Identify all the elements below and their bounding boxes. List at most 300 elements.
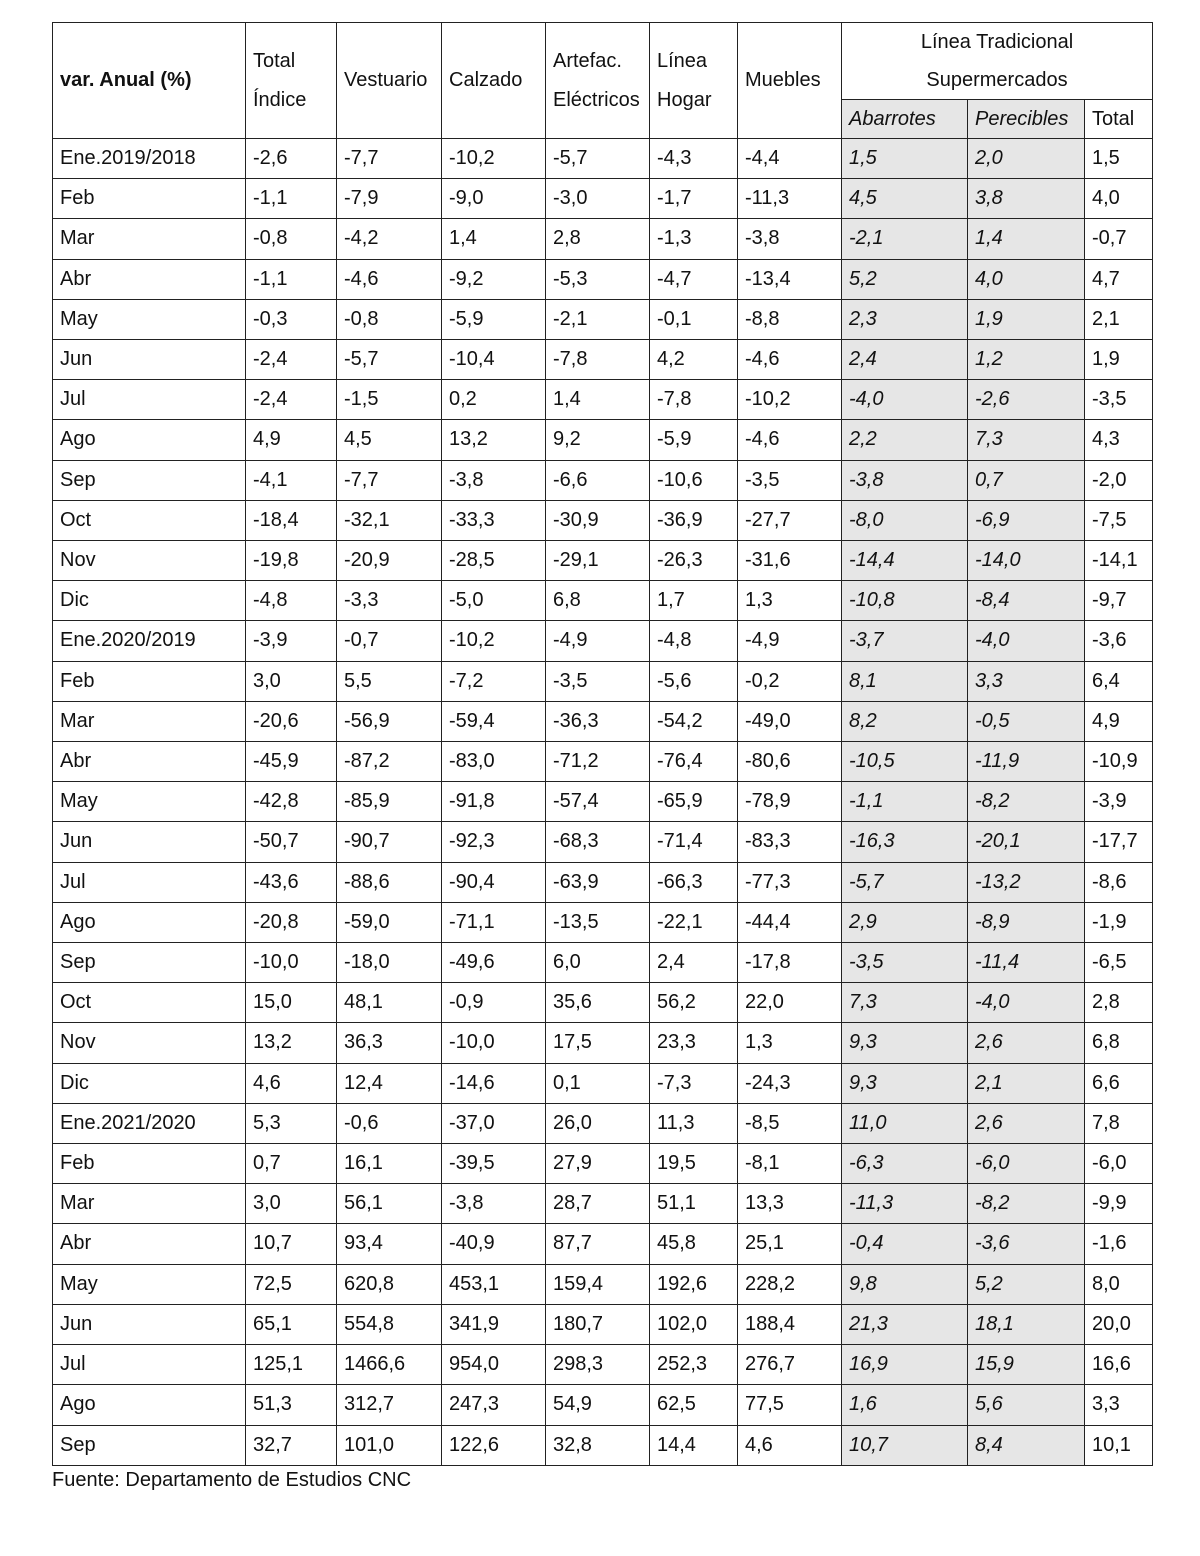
cell-abarrotes: 9,8 [842, 1264, 968, 1304]
cell-artefac-electricos: 0,1 [546, 1063, 650, 1103]
cell-vestuario: -0,8 [337, 299, 442, 339]
cell-perecibles: 2,1 [968, 1063, 1085, 1103]
table-row [53, 1264, 1153, 1304]
cell-abarrotes: -1,1 [842, 782, 968, 822]
cell-total-indice: -0,3 [246, 299, 337, 339]
cell-period: Abr [53, 259, 246, 299]
cell-artefac-electricos: 6,8 [546, 581, 650, 621]
cell-linea-hogar: -7,8 [650, 380, 738, 420]
cell-vestuario: -7,9 [337, 179, 442, 219]
cell-muebles: -78,9 [738, 782, 842, 822]
cell-linea-hogar: 11,3 [650, 1103, 738, 1143]
cell-abarrotes: 4,5 [842, 179, 968, 219]
cell-total: -0,7 [1085, 219, 1153, 259]
cell-total: -7,5 [1085, 500, 1153, 540]
cell-total: 4,3 [1085, 420, 1153, 460]
cell-total-indice: -10,0 [246, 943, 337, 983]
header-group-line1: Línea Tradicional [920, 31, 1074, 53]
cell-total: -6,5 [1085, 943, 1153, 983]
cell-linea-hogar: -1,3 [650, 219, 738, 259]
header-artefac-line1: Artefac. [553, 49, 622, 72]
table-row [53, 420, 1153, 460]
cell-calzado: -0,9 [442, 983, 546, 1023]
cell-calzado: -59,4 [442, 701, 546, 741]
cell-total-indice: -20,8 [246, 902, 337, 942]
cell-calzado: -49,6 [442, 943, 546, 983]
table-row [53, 822, 1153, 862]
table-row [53, 782, 1153, 822]
cell-abarrotes: -2,1 [842, 219, 968, 259]
cell-artefac-electricos: 28,7 [546, 1184, 650, 1224]
cell-abarrotes: 8,2 [842, 701, 968, 741]
table-row [53, 1345, 1153, 1385]
cell-total-indice: -2,4 [246, 380, 337, 420]
table-row [53, 621, 1153, 661]
cell-total-indice: 4,6 [246, 1063, 337, 1103]
cell-abarrotes: 9,3 [842, 1063, 968, 1103]
cell-muebles: -83,3 [738, 822, 842, 862]
cell-perecibles: 3,3 [968, 661, 1085, 701]
cell-perecibles: 1,9 [968, 299, 1085, 339]
cell-vestuario: 620,8 [337, 1264, 442, 1304]
header-total: Total [1085, 100, 1153, 139]
cell-perecibles: -11,4 [968, 943, 1085, 983]
cell-period: Abr [53, 742, 246, 782]
cell-abarrotes: 2,9 [842, 902, 968, 942]
cell-total-indice: -4,8 [246, 581, 337, 621]
cell-vestuario: 5,5 [337, 661, 442, 701]
cell-period: Sep [53, 460, 246, 500]
cell-muebles: -44,4 [738, 902, 842, 942]
cell-period: Ene.2021/2020 [53, 1103, 246, 1143]
table-row [53, 500, 1153, 540]
cell-vestuario: 36,3 [337, 1023, 442, 1063]
table-row [53, 742, 1153, 782]
cell-muebles: 4,6 [738, 1425, 842, 1465]
cell-artefac-electricos: -4,9 [546, 621, 650, 661]
cell-perecibles: -8,9 [968, 902, 1085, 942]
table-row [53, 541, 1153, 581]
cell-calzado: -40,9 [442, 1224, 546, 1264]
cell-perecibles: -4,0 [968, 983, 1085, 1023]
cell-linea-hogar: 4,2 [650, 340, 738, 380]
cell-linea-hogar: 252,3 [650, 1345, 738, 1385]
cell-linea-hogar: -5,9 [650, 420, 738, 460]
cell-linea-hogar: -4,7 [650, 259, 738, 299]
table-row [53, 902, 1153, 942]
source-note: Fuente: Departamento de Estudios CNC [52, 1468, 412, 1491]
header-perecibles: Perecibles [968, 100, 1085, 139]
cell-total-indice: -50,7 [246, 822, 337, 862]
cell-linea-hogar: 2,4 [650, 943, 738, 983]
cell-perecibles: -3,6 [968, 1224, 1085, 1264]
cell-vestuario: 312,7 [337, 1385, 442, 1425]
cell-total-indice: 125,1 [246, 1345, 337, 1385]
cell-period: Nov [53, 541, 246, 581]
cell-vestuario: 48,1 [337, 983, 442, 1023]
cell-vestuario: -90,7 [337, 822, 442, 862]
cell-artefac-electricos: -68,3 [546, 822, 650, 862]
cell-perecibles: 15,9 [968, 1345, 1085, 1385]
cell-abarrotes: -5,7 [842, 862, 968, 902]
cell-linea-hogar: -4,8 [650, 621, 738, 661]
cell-calzado: -7,2 [442, 661, 546, 701]
cell-period: Jul [53, 1345, 246, 1385]
cell-total: -1,6 [1085, 1224, 1153, 1264]
cell-muebles: -80,6 [738, 742, 842, 782]
header-calzado: Calzado [442, 23, 546, 139]
cell-calzado: 13,2 [442, 420, 546, 460]
cell-total: 4,0 [1085, 179, 1153, 219]
cell-vestuario: -5,7 [337, 340, 442, 380]
cell-total: 6,6 [1085, 1063, 1153, 1103]
cell-muebles: -24,3 [738, 1063, 842, 1103]
header-abarrotes: Abarrotes [842, 100, 968, 139]
cell-total: 20,0 [1085, 1304, 1153, 1344]
cell-muebles: -13,4 [738, 259, 842, 299]
cell-perecibles: 2,6 [968, 1103, 1085, 1143]
cell-calzado: -5,9 [442, 299, 546, 339]
cell-linea-hogar: -71,4 [650, 822, 738, 862]
cell-total-indice: 3,0 [246, 661, 337, 701]
cell-linea-hogar: -1,7 [650, 179, 738, 219]
cell-total: 16,6 [1085, 1345, 1153, 1385]
cell-muebles: -8,8 [738, 299, 842, 339]
cell-abarrotes: -3,5 [842, 943, 968, 983]
cell-artefac-electricos: 26,0 [546, 1103, 650, 1143]
cell-total: 1,5 [1085, 139, 1153, 179]
table-row [53, 460, 1153, 500]
cell-abarrotes: 2,3 [842, 299, 968, 339]
cell-abarrotes: -0,4 [842, 1224, 968, 1264]
cell-muebles: -4,6 [738, 420, 842, 460]
cell-period: Sep [53, 943, 246, 983]
cell-muebles: -17,8 [738, 943, 842, 983]
cell-linea-hogar: 1,7 [650, 581, 738, 621]
cell-period: Dic [53, 1063, 246, 1103]
header-artefac [546, 23, 650, 139]
table-row [53, 1144, 1153, 1184]
cell-total-indice: -1,1 [246, 259, 337, 299]
cell-artefac-electricos: 1,4 [546, 380, 650, 420]
cell-abarrotes: 2,4 [842, 340, 968, 380]
cell-period: Oct [53, 500, 246, 540]
cell-total-indice: -2,4 [246, 340, 337, 380]
cell-total: 1,9 [1085, 340, 1153, 380]
cell-linea-hogar: -10,6 [650, 460, 738, 500]
cell-total: -9,7 [1085, 581, 1153, 621]
cell-vestuario: -4,2 [337, 219, 442, 259]
cell-perecibles: 7,3 [968, 420, 1085, 460]
cell-artefac-electricos: -3,0 [546, 179, 650, 219]
cell-total: 4,7 [1085, 259, 1153, 299]
table-row [53, 340, 1153, 380]
cell-total-indice: -42,8 [246, 782, 337, 822]
cell-perecibles: -11,9 [968, 742, 1085, 782]
cell-artefac-electricos: -7,8 [546, 340, 650, 380]
cell-perecibles: 2,6 [968, 1023, 1085, 1063]
cell-muebles: 77,5 [738, 1385, 842, 1425]
cell-total-indice: 5,3 [246, 1103, 337, 1143]
cell-artefac-electricos: 87,7 [546, 1224, 650, 1264]
cell-perecibles: 2,0 [968, 139, 1085, 179]
cell-muebles: -8,1 [738, 1144, 842, 1184]
cell-period: Jun [53, 822, 246, 862]
table-row [53, 1184, 1153, 1224]
cell-calzado: -9,2 [442, 259, 546, 299]
cell-calzado: -9,0 [442, 179, 546, 219]
cell-total: 4,9 [1085, 701, 1153, 741]
header-row-label: var. Anual (%) [53, 23, 246, 139]
cell-linea-hogar: 102,0 [650, 1304, 738, 1344]
cell-vestuario: 12,4 [337, 1063, 442, 1103]
cell-vestuario: -1,5 [337, 380, 442, 420]
cell-period: Ago [53, 902, 246, 942]
cell-artefac-electricos: 17,5 [546, 1023, 650, 1063]
cell-total: -3,5 [1085, 380, 1153, 420]
cell-linea-hogar: -36,9 [650, 500, 738, 540]
table-row [53, 581, 1153, 621]
cell-period: Mar [53, 1184, 246, 1224]
cell-total: -6,0 [1085, 1144, 1153, 1184]
cell-abarrotes: -3,7 [842, 621, 968, 661]
cell-period: Feb [53, 661, 246, 701]
cell-artefac-electricos: 54,9 [546, 1385, 650, 1425]
cell-muebles: -11,3 [738, 179, 842, 219]
cell-total: 2,8 [1085, 983, 1153, 1023]
cell-linea-hogar: 62,5 [650, 1385, 738, 1425]
cell-linea-hogar: 23,3 [650, 1023, 738, 1063]
cell-total: 3,3 [1085, 1385, 1153, 1425]
cell-total: -8,6 [1085, 862, 1153, 902]
cell-calzado: 453,1 [442, 1264, 546, 1304]
cell-total: -10,9 [1085, 742, 1153, 782]
cell-total-indice: -4,1 [246, 460, 337, 500]
cell-total: 8,0 [1085, 1264, 1153, 1304]
cell-vestuario: -18,0 [337, 943, 442, 983]
cell-total-indice: -43,6 [246, 862, 337, 902]
cell-period: Dic [53, 581, 246, 621]
cell-perecibles: 1,2 [968, 340, 1085, 380]
cell-artefac-electricos: -6,6 [546, 460, 650, 500]
cell-perecibles: 18,1 [968, 1304, 1085, 1344]
cell-artefac-electricos: -63,9 [546, 862, 650, 902]
cell-calzado: 0,2 [442, 380, 546, 420]
cell-abarrotes: 21,3 [842, 1304, 968, 1344]
table-row [53, 1425, 1153, 1465]
table-row [53, 380, 1153, 420]
header-group-supermercados [842, 23, 1153, 100]
cell-linea-hogar: -66,3 [650, 862, 738, 902]
cell-total-indice: -20,6 [246, 701, 337, 741]
cell-total-indice: -1,1 [246, 179, 337, 219]
table-row [53, 661, 1153, 701]
cell-period: Mar [53, 219, 246, 259]
cell-muebles: -3,5 [738, 460, 842, 500]
cell-vestuario: -87,2 [337, 742, 442, 782]
cell-total: -1,9 [1085, 902, 1153, 942]
cell-linea-hogar: 192,6 [650, 1264, 738, 1304]
cell-muebles: -4,4 [738, 139, 842, 179]
cell-artefac-electricos: -2,1 [546, 299, 650, 339]
cell-perecibles: 5,2 [968, 1264, 1085, 1304]
cell-artefac-electricos: -5,7 [546, 139, 650, 179]
cell-calzado: -5,0 [442, 581, 546, 621]
cell-artefac-electricos: -30,9 [546, 500, 650, 540]
cell-linea-hogar: -0,1 [650, 299, 738, 339]
cell-abarrotes: 5,2 [842, 259, 968, 299]
cell-muebles: -10,2 [738, 380, 842, 420]
cell-perecibles: 8,4 [968, 1425, 1085, 1465]
cell-calzado: -92,3 [442, 822, 546, 862]
cell-period: Feb [53, 1144, 246, 1184]
cell-perecibles: -8,4 [968, 581, 1085, 621]
cell-total-indice: 72,5 [246, 1264, 337, 1304]
cell-artefac-electricos: 159,4 [546, 1264, 650, 1304]
cell-total-indice: 51,3 [246, 1385, 337, 1425]
cell-muebles: 188,4 [738, 1304, 842, 1344]
header-total-indice-line2: Índice [253, 88, 307, 111]
table-row [53, 1224, 1153, 1264]
cell-linea-hogar: -7,3 [650, 1063, 738, 1103]
cell-muebles: -4,6 [738, 340, 842, 380]
cell-vestuario: -20,9 [337, 541, 442, 581]
cell-linea-hogar: 51,1 [650, 1184, 738, 1224]
cell-period: Jun [53, 340, 246, 380]
cell-calzado: -3,8 [442, 460, 546, 500]
cell-artefac-electricos: -36,3 [546, 701, 650, 741]
cell-artefac-electricos: 6,0 [546, 943, 650, 983]
cell-muebles: 1,3 [738, 1023, 842, 1063]
cell-calzado: -28,5 [442, 541, 546, 581]
cell-calzado: 341,9 [442, 1304, 546, 1344]
cell-vestuario: 93,4 [337, 1224, 442, 1264]
data-table [52, 22, 1153, 1466]
table-row [53, 219, 1153, 259]
table-body [53, 139, 1153, 1466]
cell-abarrotes: -10,5 [842, 742, 968, 782]
cell-muebles: 22,0 [738, 983, 842, 1023]
cell-abarrotes: 1,5 [842, 139, 968, 179]
cell-perecibles: -13,2 [968, 862, 1085, 902]
cell-muebles: -49,0 [738, 701, 842, 741]
table-row [53, 701, 1153, 741]
header-muebles: Muebles [738, 23, 842, 139]
cell-vestuario: 56,1 [337, 1184, 442, 1224]
cell-total: -17,7 [1085, 822, 1153, 862]
table-row [53, 1304, 1153, 1344]
cell-abarrotes: -8,0 [842, 500, 968, 540]
cell-period: Feb [53, 179, 246, 219]
cell-period: Jun [53, 1304, 246, 1344]
cell-artefac-electricos: -71,2 [546, 742, 650, 782]
cell-abarrotes: -3,8 [842, 460, 968, 500]
table-row [53, 862, 1153, 902]
cell-muebles: 228,2 [738, 1264, 842, 1304]
header-linea-hogar-line2: Hogar [657, 88, 712, 111]
cell-calzado: -10,0 [442, 1023, 546, 1063]
cell-linea-hogar: -65,9 [650, 782, 738, 822]
table-row [53, 983, 1153, 1023]
cell-calzado: 954,0 [442, 1345, 546, 1385]
cell-muebles: 25,1 [738, 1224, 842, 1264]
cell-calzado: -10,2 [442, 139, 546, 179]
table-row [53, 299, 1153, 339]
cell-total: 6,8 [1085, 1023, 1153, 1063]
cell-perecibles: 4,0 [968, 259, 1085, 299]
cell-linea-hogar: 14,4 [650, 1425, 738, 1465]
cell-period: May [53, 1264, 246, 1304]
cell-vestuario: -0,6 [337, 1103, 442, 1143]
cell-artefac-electricos: 9,2 [546, 420, 650, 460]
cell-total: -9,9 [1085, 1184, 1153, 1224]
table-row [53, 1385, 1153, 1425]
cell-calzado: 1,4 [442, 219, 546, 259]
cell-linea-hogar: -22,1 [650, 902, 738, 942]
cell-calzado: -37,0 [442, 1103, 546, 1143]
cell-perecibles: 5,6 [968, 1385, 1085, 1425]
cell-linea-hogar: -4,3 [650, 139, 738, 179]
cell-total: -3,6 [1085, 621, 1153, 661]
cell-perecibles: -8,2 [968, 1184, 1085, 1224]
cell-period: Nov [53, 1023, 246, 1063]
cell-period: Jul [53, 380, 246, 420]
cell-total: 10,1 [1085, 1425, 1153, 1465]
cell-muebles: -3,8 [738, 219, 842, 259]
cell-calzado: -10,4 [442, 340, 546, 380]
cell-artefac-electricos: -13,5 [546, 902, 650, 942]
cell-muebles: 13,3 [738, 1184, 842, 1224]
cell-total-indice: -18,4 [246, 500, 337, 540]
cell-total: 7,8 [1085, 1103, 1153, 1143]
table-row [53, 179, 1153, 219]
cell-abarrotes: -14,4 [842, 541, 968, 581]
table-row [53, 1103, 1153, 1143]
cell-total: 2,1 [1085, 299, 1153, 339]
cell-vestuario: -32,1 [337, 500, 442, 540]
cell-abarrotes: -10,8 [842, 581, 968, 621]
cell-linea-hogar: 45,8 [650, 1224, 738, 1264]
cell-abarrotes: 1,6 [842, 1385, 968, 1425]
cell-period: May [53, 299, 246, 339]
cell-vestuario: -0,7 [337, 621, 442, 661]
cell-linea-hogar: -54,2 [650, 701, 738, 741]
cell-artefac-electricos: -57,4 [546, 782, 650, 822]
cell-perecibles: 3,8 [968, 179, 1085, 219]
cell-total-indice: 4,9 [246, 420, 337, 460]
cell-artefac-electricos: -29,1 [546, 541, 650, 581]
cell-vestuario: 16,1 [337, 1144, 442, 1184]
header-linea-hogar [650, 23, 738, 139]
cell-total-indice: -45,9 [246, 742, 337, 782]
cell-calzado: -71,1 [442, 902, 546, 942]
cell-artefac-electricos: 35,6 [546, 983, 650, 1023]
cell-artefac-electricos: 180,7 [546, 1304, 650, 1344]
cell-calzado: -39,5 [442, 1144, 546, 1184]
cell-calzado: -91,8 [442, 782, 546, 822]
cell-period: Abr [53, 1224, 246, 1264]
cell-calzado: -10,2 [442, 621, 546, 661]
table-row [53, 1063, 1153, 1103]
cell-period: Jul [53, 862, 246, 902]
cell-linea-hogar: -76,4 [650, 742, 738, 782]
cell-linea-hogar: -26,3 [650, 541, 738, 581]
table-row [53, 259, 1153, 299]
cell-total-indice: 13,2 [246, 1023, 337, 1063]
cell-calzado: -14,6 [442, 1063, 546, 1103]
cell-calzado: -83,0 [442, 742, 546, 782]
cell-artefac-electricos: -3,5 [546, 661, 650, 701]
